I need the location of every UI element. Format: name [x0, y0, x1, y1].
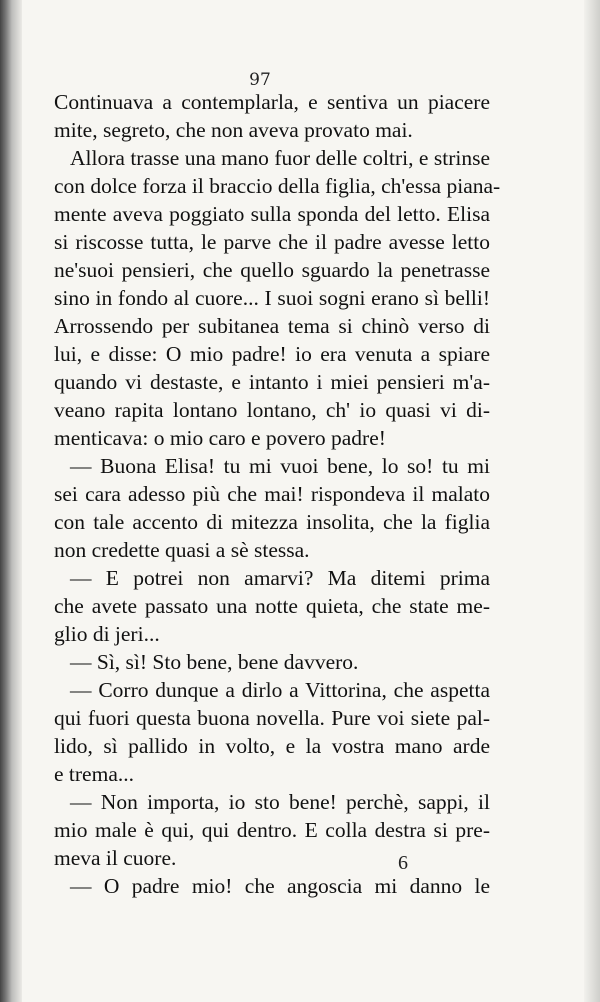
text-line: — Non importa, io sto bene! perchè, sappi, il [70, 790, 490, 814]
page-number: 97 [249, 70, 271, 90]
text-line: meva il cuore. [54, 846, 177, 870]
text-line: mite, segreto, che non aveva provato mai. [54, 118, 413, 142]
text-line: — O padre mio! che angoscia mi danno le [70, 874, 490, 898]
body-text [54, 88, 501, 900]
text-line: lui, e disse: O mio padre! io era venuta a spiare [54, 342, 490, 366]
text-line: con tale accento di mitezza insolita, che la figlia [54, 510, 490, 534]
text-line: che avete passato una notte quieta, che state me- [54, 594, 490, 618]
text-line: — E potrei non amarvi? Ma ditemi prima [70, 566, 490, 590]
text-line: ne'suoi pensieri, che quello sguardo la penetrasse [54, 258, 490, 282]
binding-shadow [0, 0, 22, 1002]
text-line: mio male è qui, qui dentro. E colla destra si pre- [54, 818, 490, 842]
text-line: Continuava a contemplarla, e sentiva un piacere [54, 90, 490, 114]
text-line: e trema... [54, 762, 134, 786]
text-line: qui fuori questa buona novella. Pure voi siete pal- [54, 706, 490, 730]
signature-mark: 6 [398, 852, 408, 874]
text-line: menticava: o mio caro e povero padre! [54, 426, 386, 450]
text-line: — Buona Elisa! tu mi vuoi bene, lo so! tu mi [70, 454, 490, 478]
page-edge-shadow [584, 0, 600, 1002]
text-line: — Sì, sì! Sto bene, bene davvero. [70, 650, 359, 674]
text-line: con dolce forza il braccio della figlia, ch'essa piana- [54, 174, 501, 198]
text-line: veano rapita lontano lontano, ch' io quasi vi di- [54, 398, 490, 422]
text-line: sino in fondo al cuore... I suoi sogni erano sì belli! [54, 286, 490, 310]
text-line: — Corro dunque a dirlo a Vittorina, che aspetta [70, 678, 490, 702]
text-line: glio di jeri... [54, 622, 160, 646]
text-line: quando vi destaste, e intanto i miei pensieri m'a- [54, 370, 490, 394]
text-line: lido, sì pallido in volto, e la vostra mano arde [54, 734, 490, 758]
text-line: mente aveva poggiato sulla sponda del letto. Elisa [54, 202, 490, 226]
text-line: Arrossendo per subitanea tema si chinò verso di [54, 314, 490, 338]
text-line: Allora trasse una mano fuor delle coltri, e strinse [70, 146, 490, 170]
text-line: sei cara adesso più che mai! rispondeva il malato [54, 482, 490, 506]
text-line: si riscosse tutta, le parve che il padre avesse letto [54, 230, 490, 254]
text-line: non credette quasi a sè stessa. [54, 538, 310, 562]
